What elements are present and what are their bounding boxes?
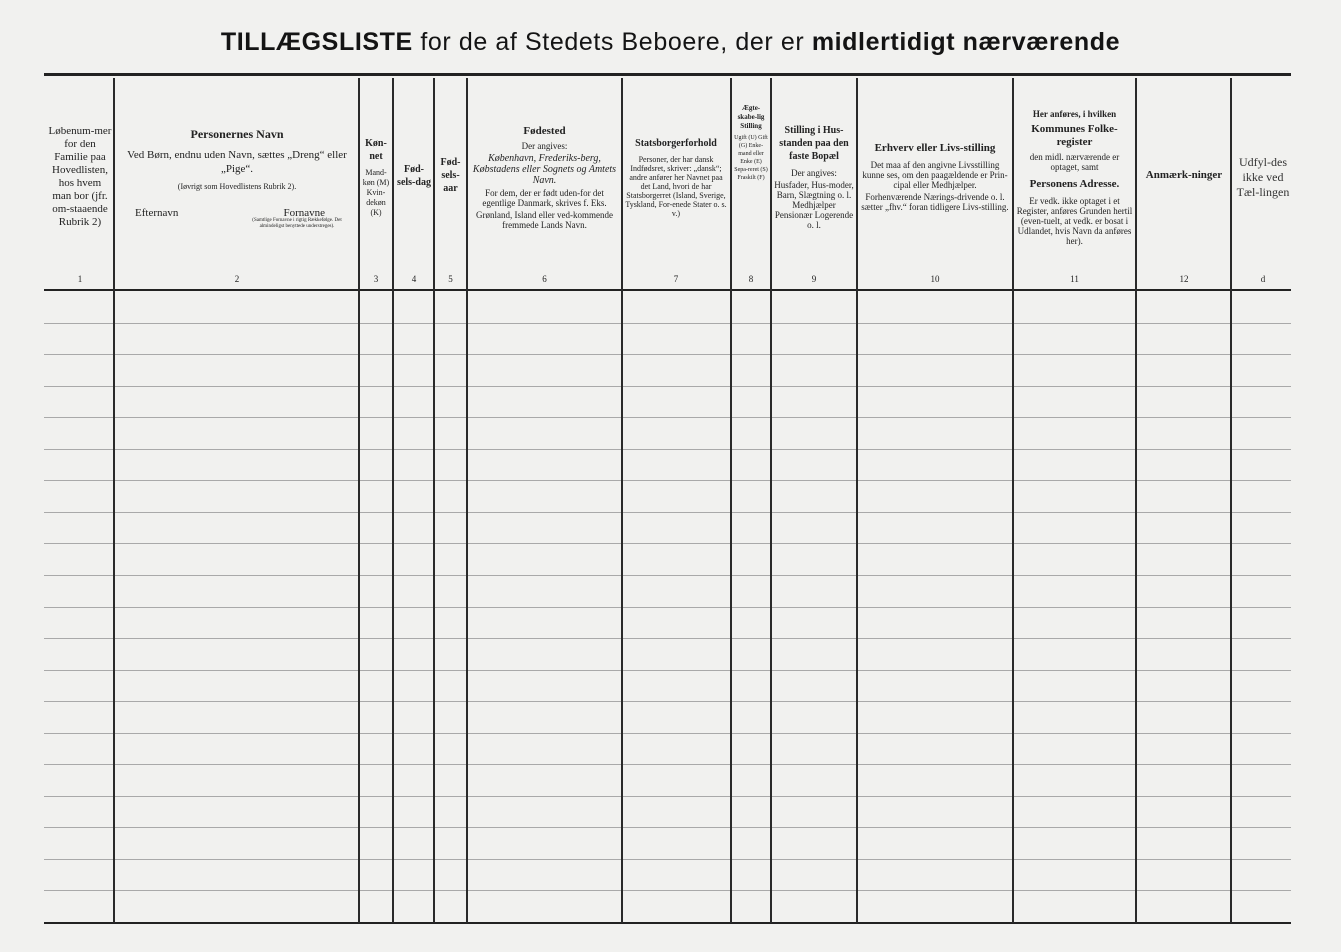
col-7-text: Personer, der har dansk Indfødsret, skriver: „dansk“; andre anfører her Navnet paa det Land, hvori de har Statsborgerret (Island, Sverige, Tyskland, For-enede Stater o. s. v.)	[625, 154, 727, 218]
column-divider	[730, 78, 732, 923]
column-divider	[358, 78, 360, 923]
title-part-2: for de af Stedets Beboere, der er	[420, 28, 805, 56]
table-row-line	[44, 670, 1291, 671]
title-part-1: TILLÆGSLISTE	[220, 28, 413, 56]
table-row-line	[44, 796, 1291, 797]
table-row-line	[44, 417, 1291, 418]
column-divider	[621, 78, 623, 923]
col-10-text-1: Det maa af den angivne Livsstilling kunne ses, om den paagældende er Prin-cipal eller Medhjælper.	[862, 160, 1008, 190]
column-divider	[433, 78, 435, 923]
col-6-number: 6	[542, 274, 547, 284]
col-6-heading: Fødested	[523, 124, 566, 137]
col-7-heading: Statsborgerforhold	[635, 137, 717, 149]
col-11-text-2: Er vedk. ikke optaget i et Register, anføres Grunden hertil (even-tuelt, at vedk. er bosat i Udlandet, hvis Navn da anføres her).	[1016, 195, 1133, 246]
col-d-number: d	[1260, 274, 1266, 284]
col-5-header	[436, 82, 465, 272]
col-8-heading: Ægte-skabe-lig Stilling	[737, 104, 765, 130]
col-6-header	[471, 82, 618, 272]
header-bottom-rule	[44, 289, 1291, 291]
column-divider	[466, 78, 468, 923]
column-divider	[856, 78, 858, 923]
col-2-line2: (Iøvrigt som Hovedlistens Rubrik 2).	[177, 182, 297, 191]
col-10-number: 10	[930, 274, 940, 284]
col-10-text-2: Forhenværende Nærings-drivende o. l. sætter „fhv.“ foran tidligere Livs-stilling.	[861, 192, 1009, 212]
col-3-header	[361, 82, 391, 272]
col-7-header	[624, 82, 728, 272]
top-rule	[44, 73, 1291, 76]
col-9-number: 9	[811, 274, 817, 284]
col-6-text-2: For dem, der er født uden-for det egentlige Danmark, skrives f. Eks.	[482, 187, 607, 208]
col-6-text-1: København, Frederiks-berg, Købstadens eller Sognets og Amtets Navn.	[472, 152, 617, 186]
col-11-text-1: den midl. nærværende er optaget, samt	[1029, 151, 1120, 172]
col-7-number: 7	[673, 274, 679, 284]
table-row-line	[44, 733, 1291, 734]
col-11-heading-2: Personens Adresse.	[1029, 177, 1120, 190]
column-divider	[1012, 78, 1014, 923]
col-4-header	[396, 82, 432, 272]
table-row-line	[44, 543, 1291, 544]
table-row-line	[44, 575, 1291, 576]
col-9-heading: Stilling i Hus-standen paa den faste Bopæl	[779, 125, 849, 162]
col-11-number: 11	[1070, 274, 1079, 284]
col-9-text: Husfader, Hus-moder, Barn, Slægtning o. l. Medhjælper Pensionær Logerende o. l.	[774, 180, 854, 230]
col-2-firstnames: Fornavne	[283, 207, 325, 219]
col-11-header	[1016, 82, 1133, 272]
table-row-line	[44, 354, 1291, 355]
col-2-heading: Personernes Navn	[190, 127, 284, 141]
col-1-header	[48, 82, 112, 272]
col-12-header	[1139, 82, 1229, 272]
table-row-line	[44, 859, 1291, 860]
col-11-heading: Kommunes Folke-register	[1031, 122, 1118, 148]
column-divider	[392, 78, 394, 923]
col-3-number: 3	[373, 274, 379, 284]
col-6-sub: Der angives:	[521, 140, 568, 151]
col-2-subcolumns	[119, 208, 355, 218]
form-title	[0, 28, 1341, 57]
table-row-line	[44, 827, 1291, 828]
bottom-rule	[44, 922, 1291, 924]
col-2-line1: Ved Børn, endnu uden Navn, sættes „Dreng“ eller „Pige“.	[127, 149, 347, 175]
column-divider	[1230, 78, 1232, 923]
col-11-pre: Her anføres, i hvilken	[1032, 108, 1117, 119]
col-12-heading: Anmærk-ninger	[1145, 169, 1223, 181]
col-d-header	[1236, 82, 1290, 272]
col-8-text: Ugift (U) Gift (G) Enke-mand eller Enke (E) Sepa-reret (S) Fraskilt (F)	[734, 135, 768, 181]
column-divider	[113, 78, 115, 923]
col-9-sub: Der angives:	[791, 168, 837, 178]
col-4-number: 4	[411, 274, 417, 284]
col-9-header	[774, 82, 854, 272]
table-row-line	[44, 890, 1291, 891]
title-part-3: midlertidigt nærværende	[811, 28, 1121, 56]
col-1-number: 1	[77, 274, 83, 284]
table-row-line	[44, 512, 1291, 513]
column-divider	[770, 78, 772, 923]
table-row-line	[44, 701, 1291, 702]
col-5-number: 5	[448, 274, 453, 284]
col-8-header	[734, 82, 768, 272]
col-6-text-3: Grønland, Island eller ved-kommende fremmede Lands Navn.	[476, 209, 613, 230]
table-row-line	[44, 607, 1291, 608]
col-3-text: Mand-køn (M) Kvin-dekøn (K)	[362, 167, 390, 217]
col-4-heading: Fød-sels-dag	[397, 163, 431, 188]
col-1-text: Løbenum-mer for den Familie paa Hovedlisten, hos hvem man bor (jfr. om-staaende Rubrik 2)	[48, 125, 112, 228]
table-row-line	[44, 386, 1291, 387]
table-row-line	[44, 323, 1291, 324]
col-3-heading: Køn-net	[365, 137, 387, 162]
col-2-surname: Efternavn	[135, 207, 179, 219]
table-row-line	[44, 764, 1291, 765]
col-10-header	[861, 82, 1009, 272]
table-row-line	[44, 480, 1291, 481]
col-12-number: 12	[1179, 274, 1189, 284]
col-2-firstnames-note: (Samtlige Fornavne i rigtig Rækkefølge. Det almindeligst benyttede understreges).	[252, 218, 342, 229]
col-8-number: 8	[748, 274, 754, 284]
column-divider	[1135, 78, 1137, 923]
col-5-heading: Fød-sels-aar	[440, 157, 461, 194]
col-2-header	[118, 82, 356, 272]
table-row-line	[44, 449, 1291, 450]
col-10-heading: Erhverv eller Livs-stilling	[874, 142, 996, 154]
col-2-number: 2	[234, 274, 240, 284]
col-d-text: Udfyl-des ikke ved Tæl-lingen	[1236, 154, 1290, 199]
table-row-line	[44, 638, 1291, 639]
